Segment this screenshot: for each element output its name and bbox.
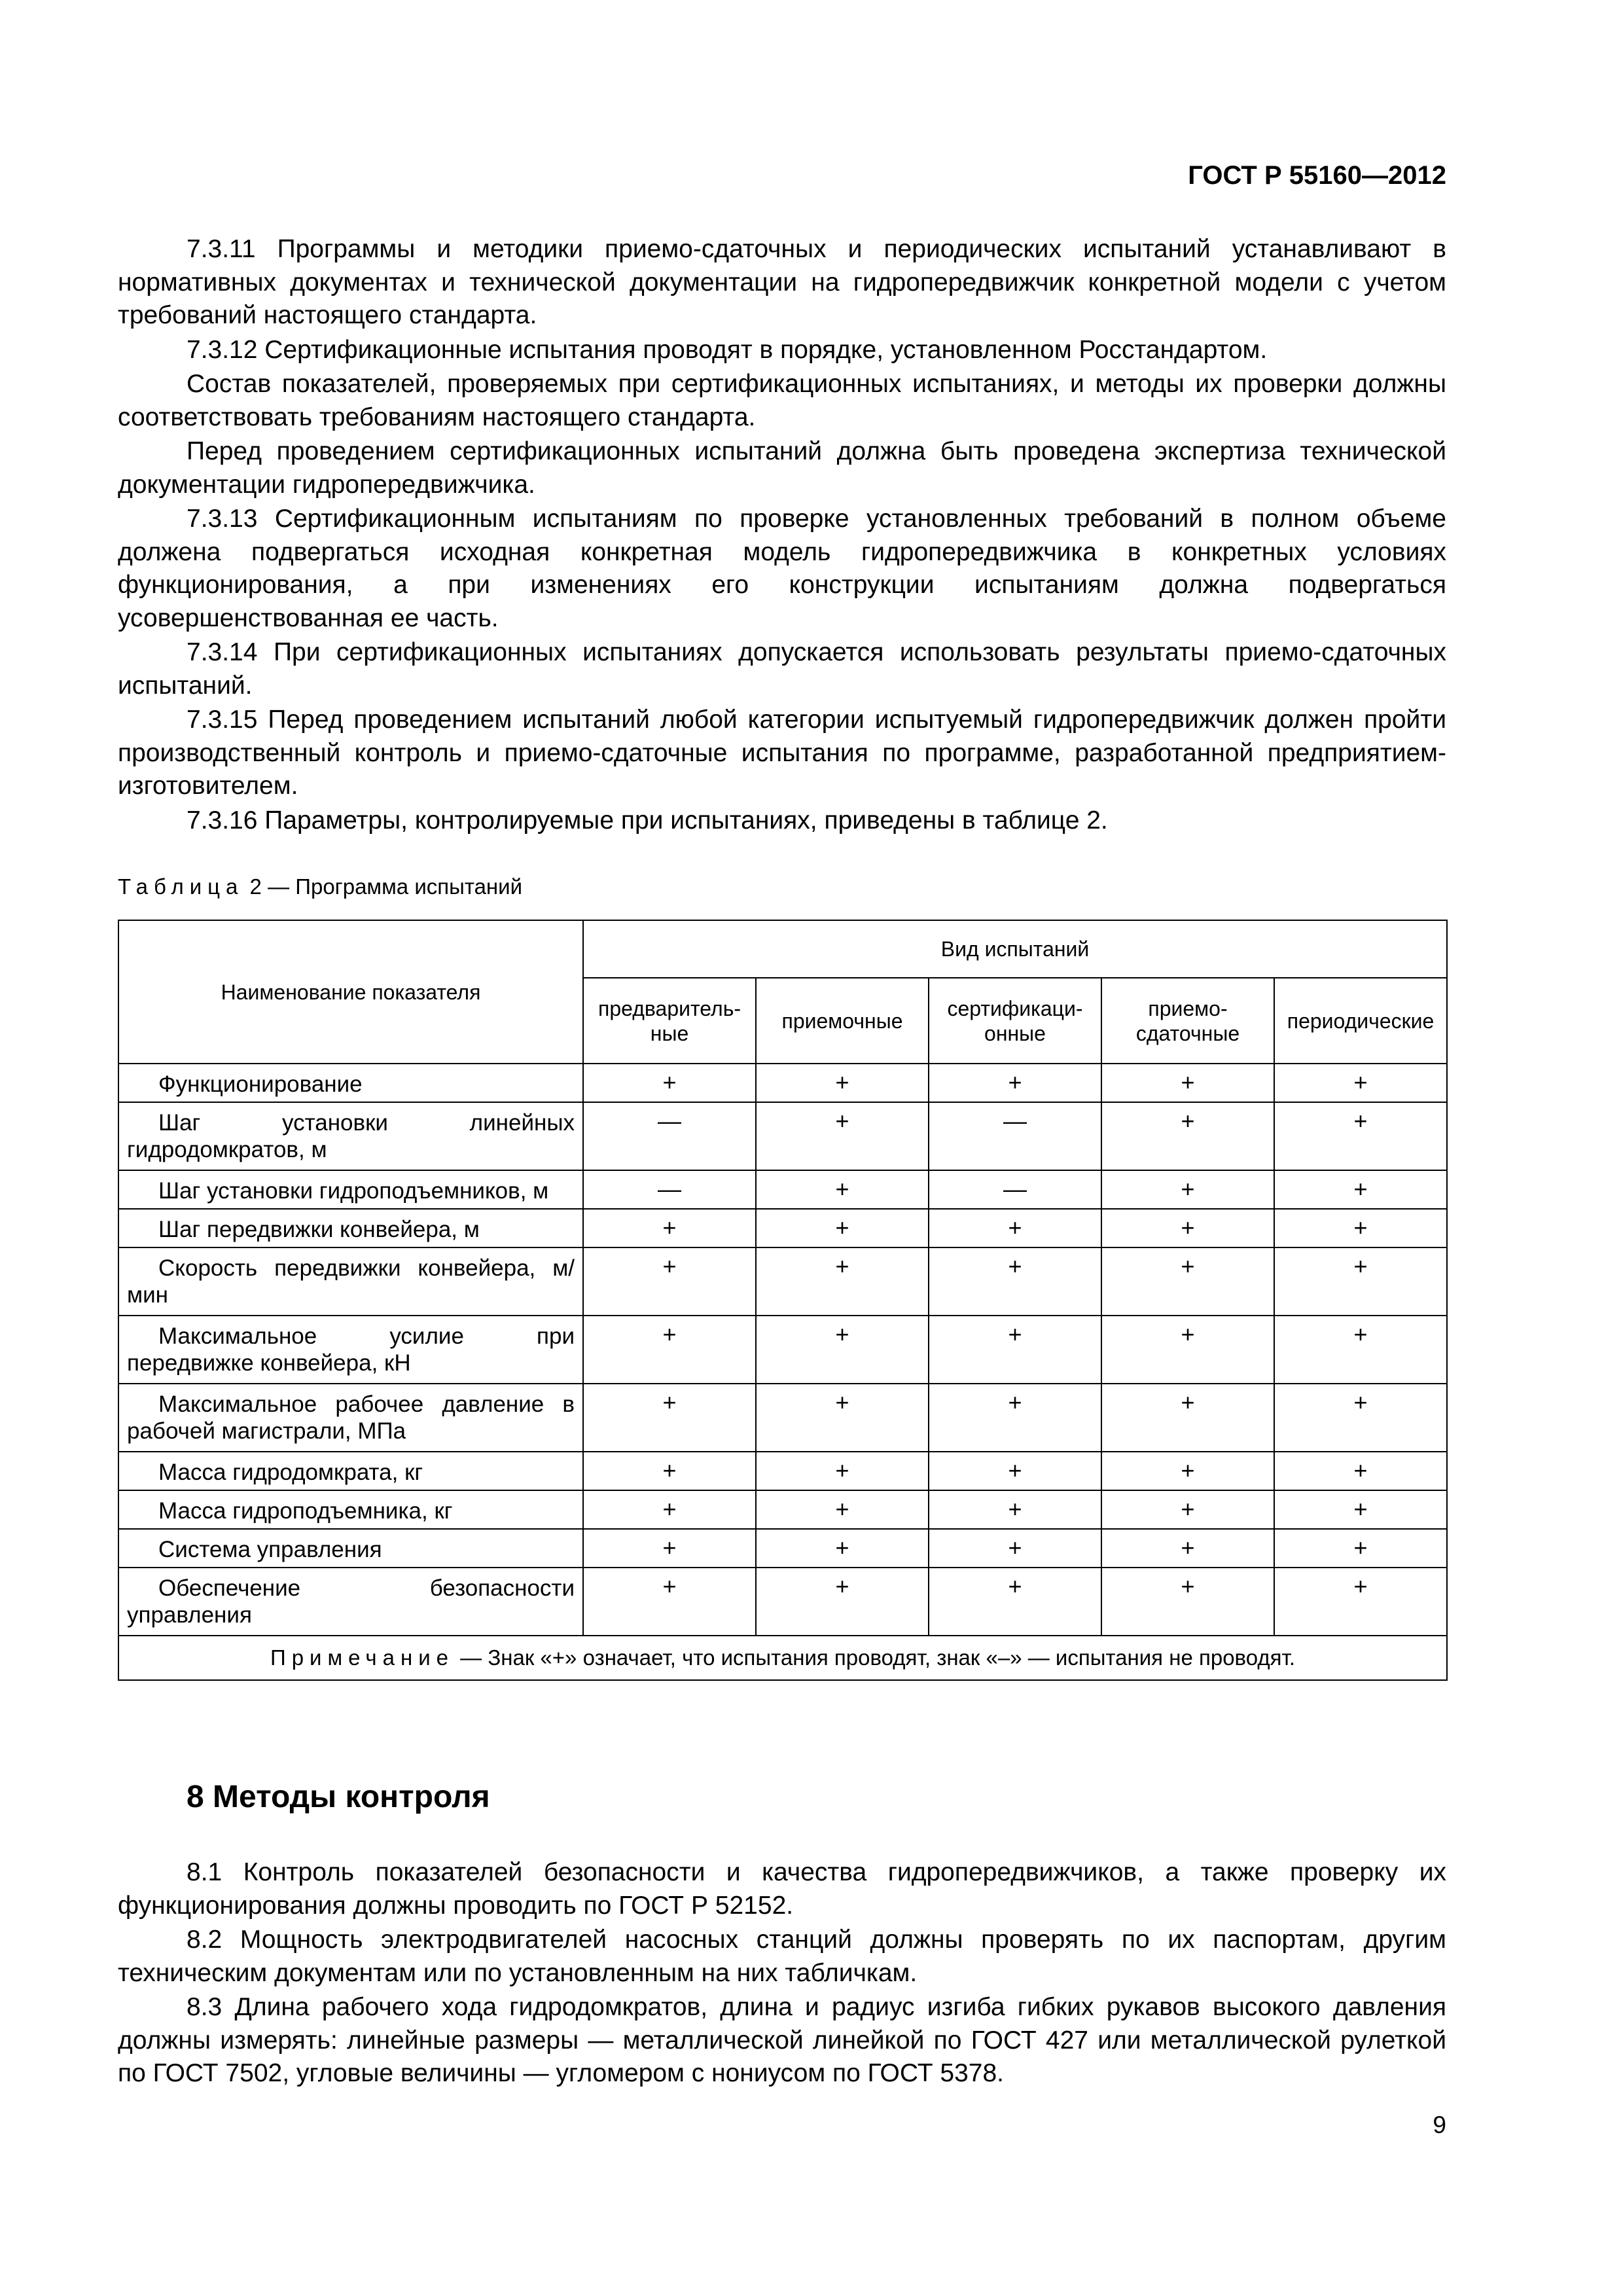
table-row	[118, 1384, 1447, 1452]
indicator-name-cell	[118, 1316, 583, 1384]
test-mark-cell: +	[1101, 1384, 1274, 1452]
test-mark-cell: +	[929, 1568, 1101, 1636]
table-note	[118, 1636, 1447, 1680]
test-mark-cell: +	[1101, 1247, 1274, 1316]
column-header: периодические	[1274, 978, 1447, 1064]
page-number: 9	[1433, 2111, 1446, 2138]
test-mark-cell: +	[583, 1209, 756, 1247]
paragraph: Состав показателей, проверяемых при сертификационных испытаниях, и методы их проверки должны соответствовать требованиям настоящего стандарта.	[118, 370, 1446, 431]
test-mark-cell: +	[1274, 1316, 1447, 1384]
test-mark-cell: +	[1101, 1452, 1274, 1490]
test-mark-cell: +	[1101, 1568, 1274, 1636]
paragraph: 8.2 Мощность электродвигателей насосных станций должны проверять по их паспортам, другим техническим документам или по установленным на них табличкам.	[118, 1926, 1446, 1987]
indicator-name: Скорость передвижки конвейера, м/мин	[127, 1255, 575, 1308]
test-mark-cell: +	[756, 1452, 929, 1490]
table-caption-title: 2 — Программа испытаний	[243, 874, 523, 899]
column-header: приемочные	[756, 978, 929, 1064]
document-header: ГОСТ Р 55160—2012	[1188, 161, 1446, 190]
table-note-text: — Знак «+» означает, что испытания проводят, знак «–» — испытания не проводят.	[454, 1645, 1296, 1670]
test-mark-cell: +	[756, 1529, 929, 1568]
test-mark-cell: +	[929, 1209, 1101, 1247]
test-mark-cell: +	[756, 1170, 929, 1209]
test-mark-cell: +	[1274, 1209, 1447, 1247]
test-mark-cell: +	[929, 1316, 1101, 1384]
test-mark-cell: —	[583, 1102, 756, 1170]
indicator-name-cell	[118, 1102, 583, 1170]
paragraph: 8.1 Контроль показателей безопасности и качества гидропередвижчиков, а также проверку их функционирования должны проводить по ГОСТ Р 52152.	[118, 1858, 1446, 1920]
test-mark-cell: +	[756, 1490, 929, 1529]
indicator-name-cell	[118, 1170, 583, 1209]
test-mark-cell: +	[1274, 1247, 1447, 1316]
indicator-name: Максимальное усилие при передвижке конвейера, кН	[127, 1323, 575, 1376]
test-mark-cell: +	[1274, 1102, 1447, 1170]
test-mark-cell: —	[583, 1170, 756, 1209]
test-mark-cell: +	[583, 1064, 756, 1102]
table-row	[118, 1452, 1447, 1490]
indicator-name-cell	[118, 1568, 583, 1636]
indicator-name: Шаг установки гидроподъемников, м	[158, 1178, 549, 1204]
indicator-name: Максимальное рабочее давление в рабочей магистрали, МПа	[127, 1391, 575, 1444]
table-row	[118, 1209, 1447, 1247]
test-mark-cell: +	[756, 1568, 929, 1636]
test-mark-cell: +	[583, 1247, 756, 1316]
test-mark-cell: +	[583, 1452, 756, 1490]
table-body	[118, 1064, 1447, 1636]
indicator-name: Шаг передвижки конвейера, м	[158, 1217, 480, 1242]
test-mark-cell: +	[756, 1102, 929, 1170]
indicator-name-cell	[118, 1529, 583, 1568]
column-header: приемо-сдаточные	[1101, 978, 1274, 1064]
paragraph: 8.3 Длина рабочего хода гидродомкратов, длина и радиус изгиба гибких рукавов высокого давления должны измерять: линейные размеры — металлической линейкой по ГОСТ 427 или металлической рулеткой по ГОСТ 7502, угловые величины — угломером с нониусом по ГОСТ 5378.	[118, 1993, 1446, 2087]
column-header: сертификаци-онные	[929, 978, 1101, 1064]
table-row	[118, 1490, 1447, 1529]
test-mark-cell: +	[1101, 1102, 1274, 1170]
test-mark-cell: +	[1274, 1452, 1447, 1490]
paragraph: Перед проведением сертификационных испытаний должна быть проведена экспертиза технической документации гидропередвижчика.	[118, 437, 1446, 499]
table-caption-prefix: Таблица	[118, 874, 244, 899]
paragraph: 7.3.12 Сертификационные испытания проводят в порядке, установленном Росстандартом.	[187, 335, 1268, 364]
test-mark-cell: +	[1274, 1529, 1447, 1568]
test-mark-cell: +	[756, 1209, 929, 1247]
test-mark-cell: +	[929, 1247, 1101, 1316]
test-mark-cell: +	[929, 1452, 1101, 1490]
test-mark-cell: +	[929, 1384, 1101, 1452]
test-mark-cell: +	[1274, 1384, 1447, 1452]
paragraph: 7.3.16 Параметры, контролируемые при испытаниях, приведены в таблице 2.	[187, 806, 1108, 834]
indicator-name-cell	[118, 1490, 583, 1529]
paragraph: 7.3.15 Перед проведением испытаний любой категории испытуемый гидропередвижчик должен пройти производственный контроль и приемо-сдаточные испытания по программе, разработанной предприятием-изготовителем.	[118, 706, 1446, 800]
test-mark-cell: +	[1274, 1568, 1447, 1636]
test-mark-cell: +	[1101, 1316, 1274, 1384]
test-mark-cell: +	[756, 1316, 929, 1384]
test-mark-cell: +	[1101, 1064, 1274, 1102]
test-mark-cell: +	[1274, 1170, 1447, 1209]
test-mark-cell: +	[756, 1384, 929, 1452]
test-mark-cell: +	[756, 1247, 929, 1316]
test-mark-cell: +	[583, 1529, 756, 1568]
test-mark-cell: +	[583, 1568, 756, 1636]
indicator-name-cell	[118, 1209, 583, 1247]
table-row	[118, 1170, 1447, 1209]
indicator-name: Масса гидроподъемника, кг	[158, 1498, 453, 1524]
indicator-name-cell	[118, 1452, 583, 1490]
test-mark-cell: +	[1274, 1064, 1447, 1102]
test-mark-cell: +	[1274, 1490, 1447, 1529]
test-mark-cell: +	[929, 1529, 1101, 1568]
test-mark-cell: +	[1101, 1209, 1274, 1247]
indicator-name-cell	[118, 1247, 583, 1316]
body-text-bottom	[118, 1856, 1446, 2092]
test-mark-cell: +	[929, 1490, 1101, 1529]
table-row	[118, 1247, 1447, 1316]
section-title: 8 Методы контроля	[187, 1780, 490, 1814]
test-mark-cell: +	[1101, 1490, 1274, 1529]
table-row	[118, 1316, 1447, 1384]
table-row	[118, 1529, 1447, 1568]
indicator-name: Масса гидродомкрата, кг	[158, 1460, 423, 1485]
column-group-header: Вид испытаний	[583, 920, 1447, 978]
table-row	[118, 1568, 1447, 1636]
table-note-prefix: Примечание	[270, 1645, 454, 1670]
test-mark-cell: —	[929, 1102, 1101, 1170]
column-header-name: Наименование показателя	[118, 920, 583, 1064]
test-mark-cell: +	[583, 1384, 756, 1452]
table-row	[118, 1064, 1447, 1102]
paragraph: 7.3.14 При сертификационных испытаниях допускается использовать результаты приемо-сдаточных испытаний.	[118, 638, 1446, 700]
test-mark-cell: +	[1101, 1170, 1274, 1209]
test-mark-cell: +	[583, 1490, 756, 1529]
body-text-top	[118, 233, 1446, 838]
indicator-name: Функционирование	[158, 1071, 363, 1097]
indicator-name-cell	[118, 1384, 583, 1452]
paragraph: 7.3.13 Сертификационным испытаниям по проверке установленных требований в полном объеме должена подвергаться исходная конкретная модель гидропередвижчика в конкретных условиях функционирования, а при изменениях его конструкции испытаниям должна подвергаться усовершенствованная ее часть.	[118, 505, 1446, 632]
test-mark-cell: +	[756, 1064, 929, 1102]
indicator-name: Обеспечение безопасности управления	[127, 1575, 575, 1628]
test-mark-cell: +	[929, 1064, 1101, 1102]
indicator-name: Шаг установки линейных гидродомкратов, м	[127, 1110, 575, 1162]
column-header: предваритель-ные	[583, 978, 756, 1064]
table-row	[118, 1102, 1447, 1170]
test-mark-cell: +	[1101, 1529, 1274, 1568]
paragraph: 7.3.11 Программы и методики приемо-сдаточных и периодических испытаний устанавливают в нормативных документах и технической документации на гидропередвижчик конкретной модели с учетом требований настоящего стандарта.	[118, 235, 1446, 329]
table-caption	[118, 874, 522, 899]
test-program-table	[118, 920, 1448, 1681]
indicator-name: Система управления	[158, 1537, 382, 1562]
indicator-name-cell	[118, 1064, 583, 1102]
test-mark-cell: +	[583, 1316, 756, 1384]
test-mark-cell: —	[929, 1170, 1101, 1209]
